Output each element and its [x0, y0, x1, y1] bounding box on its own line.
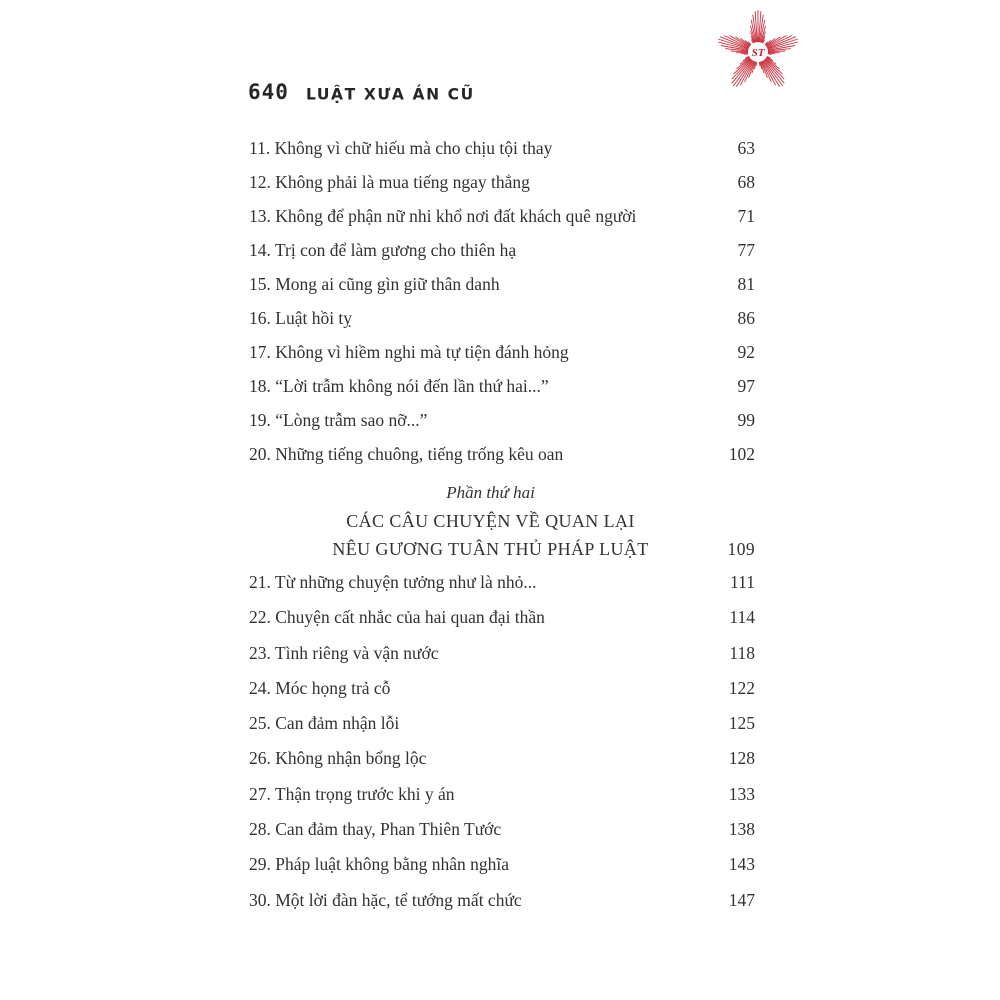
toc-entry-page: 125	[728, 713, 755, 734]
toc-part-2	[249, 565, 755, 918]
toc-entry-title: 30. Một lời đàn hặc, tể tướng mất chức	[249, 889, 522, 910]
toc-row	[249, 267, 755, 301]
toc-row	[249, 883, 755, 918]
toc-row	[249, 671, 755, 706]
toc-row	[249, 812, 755, 847]
toc-row	[249, 165, 755, 199]
toc-entry-page: 118	[729, 642, 755, 663]
section-page-number: 109	[727, 539, 755, 559]
publisher-star-logo-icon	[714, 4, 802, 96]
logo-monogram: ST	[751, 47, 765, 59]
toc-row	[249, 403, 755, 437]
section-heading	[249, 479, 755, 563]
toc-entry-title: 15. Mong ai cũng gìn giữ thân danh	[249, 274, 500, 294]
toc-entry-title: 21. Từ những chuyện tưởng như là nhỏ...	[249, 572, 537, 592]
toc-row	[249, 777, 755, 812]
toc-entry-title: 16. Luật hồi tỵ	[249, 308, 353, 328]
toc-row	[249, 847, 755, 882]
toc-row	[249, 199, 755, 233]
toc-row	[249, 131, 755, 165]
toc-entry-page: 68	[737, 172, 755, 192]
page-header	[248, 80, 475, 104]
toc-entry-page: 86	[737, 308, 755, 328]
toc-entry-title: 20. Những tiếng chuông, tiếng trống kêu oan	[249, 444, 564, 464]
toc-entry-page: 128	[728, 748, 755, 769]
toc-entry-title: 29. Pháp luật không bằng nhân nghĩa	[249, 854, 510, 875]
running-book-title: LUẬT XƯA ÁN CŨ	[305, 84, 475, 104]
toc-row	[249, 233, 755, 267]
toc-entry-title: 23. Tình riêng và vận nước	[249, 642, 439, 663]
toc-entry-page: 133	[728, 783, 755, 804]
toc-entry-page: 71	[737, 206, 755, 226]
toc-row	[249, 706, 755, 741]
toc-part-1	[249, 131, 755, 471]
toc-row	[249, 741, 755, 776]
toc-entry-title: 11. Không vì chữ hiếu mà cho chịu tội thay	[249, 138, 553, 158]
toc-entry-page: 147	[728, 889, 755, 910]
toc-entry-title: 13. Không để phận nữ nhi khổ nơi đất khách quê người	[249, 206, 637, 226]
toc-entry-title: 24. Móc họng trả cỗ	[249, 677, 391, 698]
toc-row	[249, 636, 755, 671]
toc-entry-title: 25. Can đảm nhận lỗi	[249, 713, 400, 734]
toc-entry-title: 19. “Lòng trẫm sao nỡ...”	[249, 410, 428, 430]
toc-row	[249, 301, 755, 335]
toc-row	[249, 565, 755, 600]
toc-entry-page: 97	[737, 376, 755, 396]
toc-entry-page: 111	[730, 572, 755, 592]
toc-entry-title: 14. Trị con để làm gương cho thiên hạ	[249, 240, 517, 260]
section-kicker: Phần thứ hai	[446, 483, 535, 502]
folio-page-number: 640	[248, 80, 289, 104]
toc-entry-title: 22. Chuyện cất nhắc của hai quan đại thần	[249, 607, 545, 628]
toc-row	[249, 437, 755, 471]
toc-entry-page: 102	[728, 444, 755, 464]
toc-entry-title: 26. Không nhận bổng lộc	[249, 748, 427, 769]
toc-entry-title: 12. Không phải là mua tiếng ngay thẳng	[249, 172, 530, 192]
toc-entry-title: 17. Không vì hiềm nghi mà tự tiện đánh hỏng	[249, 342, 569, 362]
toc-row	[249, 369, 755, 403]
toc-entry-title: 27. Thận trọng trước khi y án	[249, 783, 455, 804]
section-title-line2: NÊU GƯƠNG TUÂN THỦ PHÁP LUẬT	[332, 539, 649, 559]
toc-entry-page: 122	[728, 677, 755, 698]
toc-row	[249, 600, 755, 635]
toc-entry-page: 77	[737, 240, 755, 260]
toc-entry-title: 28. Can đảm thay, Phan Thiên Tước	[249, 819, 502, 840]
toc-entry-page: 92	[737, 342, 755, 362]
toc-entry-page: 114	[729, 607, 755, 628]
toc-entry-page: 138	[728, 819, 755, 840]
toc-entry-page: 63	[737, 138, 755, 158]
toc-entry-page: 99	[737, 410, 755, 430]
toc-entry-page: 143	[728, 854, 755, 875]
table-of-contents	[249, 131, 755, 918]
section-title-line1: CÁC CÂU CHUYỆN VỀ QUAN LẠI	[346, 511, 635, 531]
toc-entry-page: 81	[737, 274, 755, 294]
toc-entry-title: 18. “Lời trẫm không nói đến lần thứ hai...”	[249, 376, 549, 396]
toc-row	[249, 335, 755, 369]
